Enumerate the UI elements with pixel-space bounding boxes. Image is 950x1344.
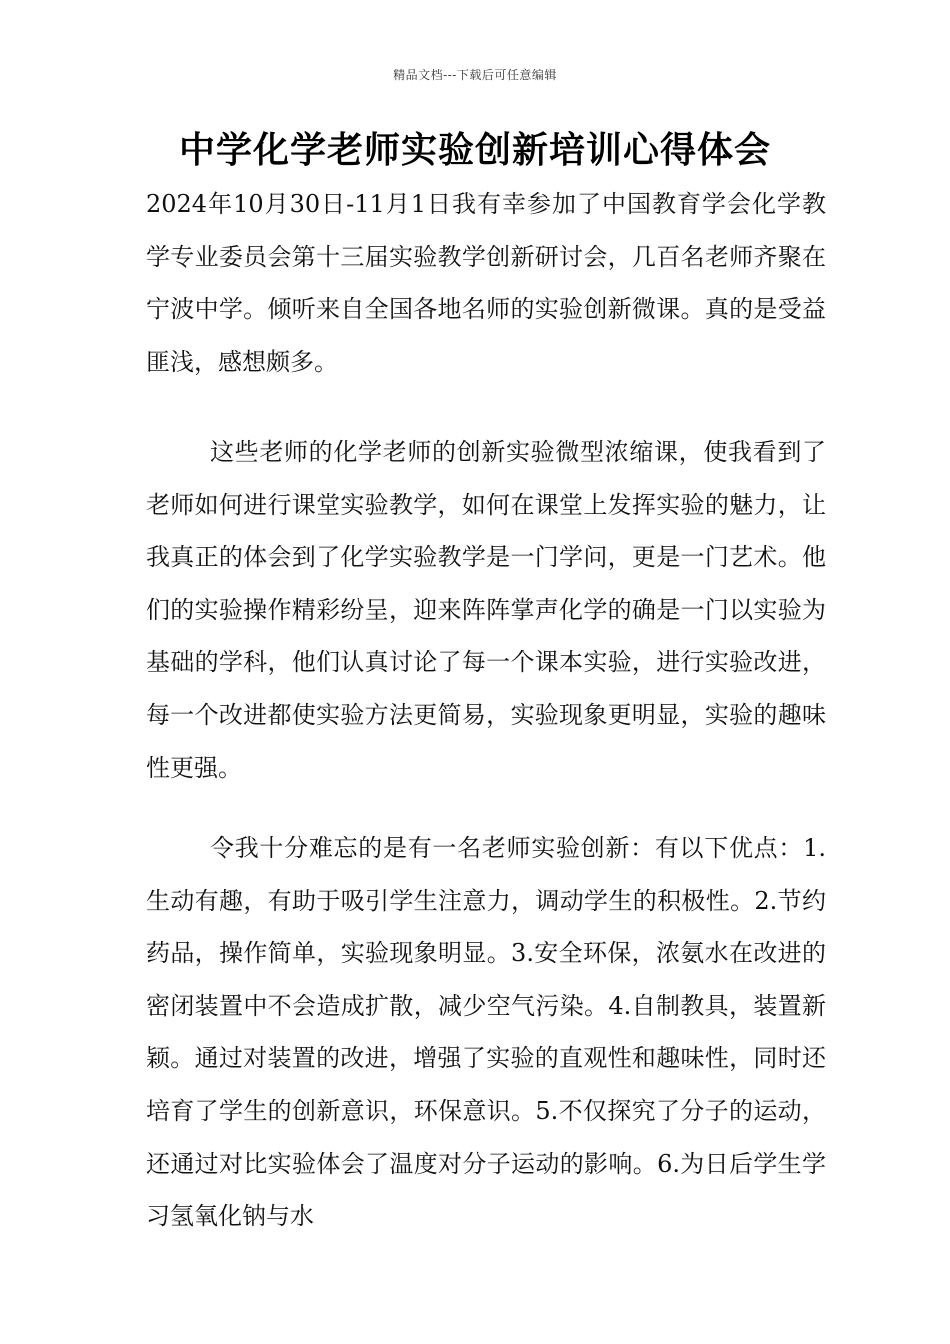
paragraph-1: 2024年10月30日-11月1日我有幸参加了中国教育学会化学教学专业委员会第十三届实验教学创新研讨会，几百名老师齐聚在宁波中学。倾听来自全国各地名师的实验创新微课。真的是受益匪浅，感想颇多。 — [146, 190, 826, 376]
header-note: 精品文档---下载后可任意编辑 — [393, 68, 557, 82]
document-title: 中学化学老师实验创新培训心得体会 — [178, 129, 771, 171]
paragraph-2: 这些老师的化学老师的创新实验微型浓缩课，使我看到了老师如何进行课堂实验教学，如何在课堂上发挥实验的魅力，让我真正的体会到了化学实验教学是一门学问，更是一门艺术。他们的实验操作精彩纷呈，迎来阵阵掌声化学的确是一门以实验为基础的学科，他们认真讨论了每一个课本实验，进行实验改进，每一个改进都使实验方法更简易，实验现象更明显，实验的趣味性更强。 — [146, 438, 826, 782]
paragraph-3: 令我十分难忘的是有一名老师实验创新：有以下优点：1.生动有趣，有助于吸引学生注意力，调动学生的积极性。2.节约药品，操作简单，实验现象明显。3.安全环保，浓氨水在改进的密闭装置中不会造成扩散，减少空气污染。4.自制教具，装置新颖。通过对装置的改进，增强了实验的直观性和趣味性，同时还培育了学生的创新意识，环保意识。5.不仅探究了分子的运动，还通过对比实验体会了温度对分子运动的影响。6.为日后学生学习氢氧化钠与水 — [146, 834, 826, 1231]
